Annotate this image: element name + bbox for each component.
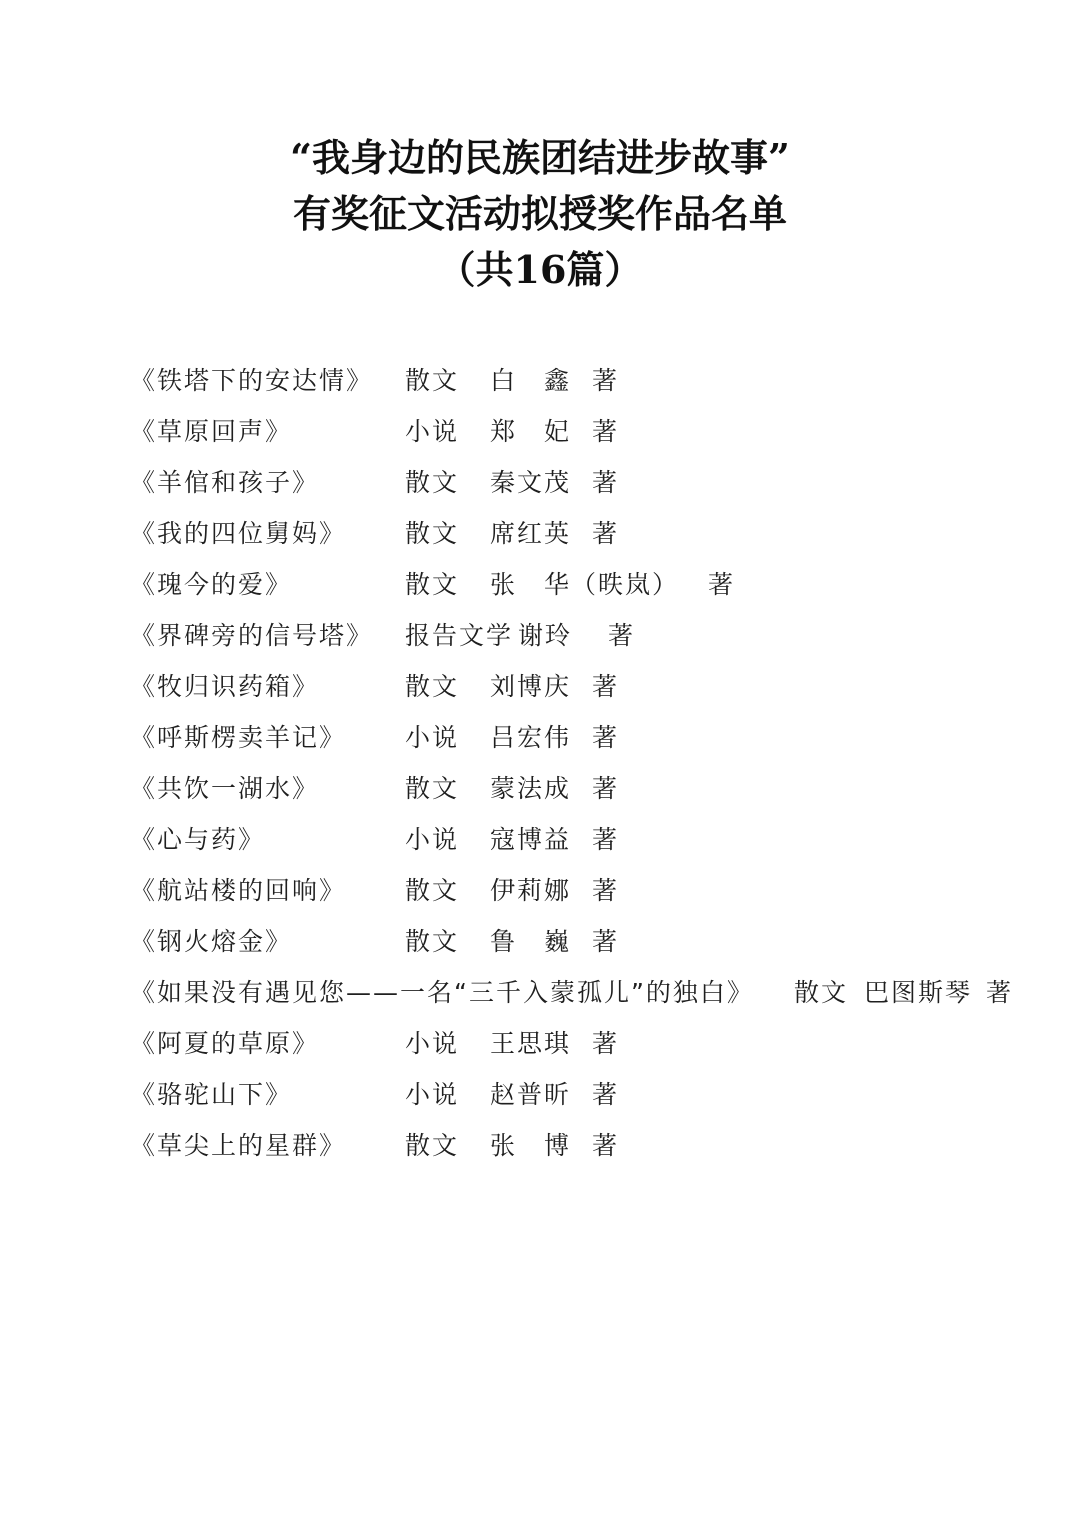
work-suffix: 著 xyxy=(592,672,620,701)
list-item xyxy=(130,967,1030,1018)
work-author: 赵普昕 xyxy=(490,1080,572,1109)
work-author: 蒙法成 xyxy=(490,774,572,803)
work-author: 张 华（昳岚） xyxy=(490,570,680,599)
work-suffix: 著 xyxy=(986,978,1014,1007)
work-genre: 小说 xyxy=(405,723,460,752)
work-title: 《共饮一湖水》 xyxy=(130,774,320,803)
work-genre: 小说 xyxy=(405,825,460,854)
work-genre: 散文 xyxy=(405,366,460,395)
list-item xyxy=(130,355,1030,406)
work-title: 《牧归识药箱》 xyxy=(130,672,320,701)
work-title: 《铁塔下的安达情》 xyxy=(130,366,374,395)
work-genre: 小说 xyxy=(405,1029,460,1058)
work-title: 《阿夏的草原》 xyxy=(130,1029,320,1058)
work-author: 秦文茂 xyxy=(490,468,572,497)
work-author: 伊莉娜 xyxy=(490,876,572,905)
work-author: 王思琪 xyxy=(490,1029,572,1058)
work-author: 寇博益 xyxy=(490,825,572,854)
list-item xyxy=(130,406,1030,457)
work-suffix: 著 xyxy=(608,621,636,650)
work-title: 《钢火熔金》 xyxy=(130,927,293,956)
list-item xyxy=(130,712,1030,763)
work-genre: 散文 xyxy=(405,468,460,497)
work-genre: 散文 xyxy=(794,978,849,1007)
list-item xyxy=(130,559,1030,610)
work-genre: 散文 xyxy=(405,927,460,956)
work-suffix: 著 xyxy=(592,825,620,854)
work-suffix: 著 xyxy=(592,417,620,446)
work-author: 郑 妃 xyxy=(490,417,572,446)
list-item xyxy=(130,1069,1030,1120)
title-line-1: “我身边的民族团结进步故事” xyxy=(290,135,790,180)
work-title: 《界碑旁的信号塔》 xyxy=(130,621,374,650)
work-title: 《瑰今的爱》 xyxy=(130,570,293,599)
work-suffix: 著 xyxy=(592,366,620,395)
title-line-3: （共16篇） xyxy=(437,247,643,292)
work-author: 巴图斯琴 xyxy=(864,978,973,1007)
list-item xyxy=(130,457,1030,508)
work-author: 张 博 xyxy=(490,1131,572,1160)
work-title: 《草尖上的星群》 xyxy=(130,1131,347,1160)
work-suffix: 著 xyxy=(592,519,620,548)
title-line-2: 有奖征文活动拟授奖作品名单 xyxy=(292,191,787,236)
list-item xyxy=(130,865,1030,916)
work-title: 《羊倌和孩子》 xyxy=(130,468,320,497)
list-item xyxy=(130,661,1030,712)
list-item xyxy=(130,1120,1030,1171)
work-suffix: 著 xyxy=(592,723,620,752)
work-author: 席红英 xyxy=(490,519,572,548)
work-title: 《我的四位舅妈》 xyxy=(130,519,347,548)
work-title: 《草原回声》 xyxy=(130,417,293,446)
work-author: 刘博庆 xyxy=(490,672,572,701)
work-suffix: 著 xyxy=(592,1080,620,1109)
document-title xyxy=(0,130,1080,298)
work-title: 《航站楼的回响》 xyxy=(130,876,347,905)
work-genre: 小说 xyxy=(405,1080,460,1109)
work-suffix: 著 xyxy=(708,570,736,599)
work-genre: 散文 xyxy=(405,519,460,548)
work-title: 《心与药》 xyxy=(130,825,266,854)
list-item xyxy=(130,916,1030,967)
work-genre: 散文 xyxy=(405,774,460,803)
work-suffix: 著 xyxy=(592,876,620,905)
work-genre: 报告文学 xyxy=(405,621,514,650)
work-title: 《骆驼山下》 xyxy=(130,1080,293,1109)
work-suffix: 著 xyxy=(592,1131,620,1160)
list-item xyxy=(130,610,1030,661)
work-genre: 小说 xyxy=(405,417,460,446)
work-author: 谢玲 xyxy=(518,621,573,650)
work-author: 鲁 巍 xyxy=(490,927,572,956)
list-item xyxy=(130,814,1030,865)
work-author: 白 鑫 xyxy=(490,366,572,395)
work-title: 《如果没有遇见您——一名“三千入蒙孤儿”的独白》 xyxy=(130,978,754,1007)
work-suffix: 著 xyxy=(592,468,620,497)
award-list xyxy=(130,355,1030,1171)
work-genre: 散文 xyxy=(405,672,460,701)
work-suffix: 著 xyxy=(592,774,620,803)
list-item xyxy=(130,763,1030,814)
work-genre: 散文 xyxy=(405,876,460,905)
work-suffix: 著 xyxy=(592,1029,620,1058)
list-item xyxy=(130,508,1030,559)
list-item xyxy=(130,1018,1030,1069)
work-author: 吕宏伟 xyxy=(490,723,572,752)
work-suffix: 著 xyxy=(592,927,620,956)
work-genre: 散文 xyxy=(405,570,460,599)
work-title: 《呼斯楞卖羊记》 xyxy=(130,723,347,752)
work-genre: 散文 xyxy=(405,1131,460,1160)
